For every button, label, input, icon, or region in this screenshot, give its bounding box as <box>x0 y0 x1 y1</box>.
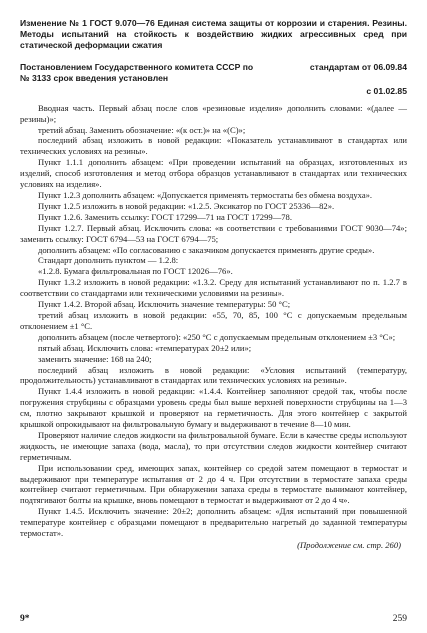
decree-line-2: № 3133 срок введения установлен <box>20 72 169 83</box>
paragraph: Вводная часть. Первый абзац после слов «резиновые изделия» дополнить словами: «(далее — резины)»; <box>20 102 407 124</box>
page-number: 259 <box>392 613 407 624</box>
paragraph: При использовании сред, имеющих запах, контейнер со средой затем помещают в термостат и выдерживают при температуре испытания от 2 до 4 ч. При отсутствии в термостате запаха среды контейнер считают герметичным. При обнаружении запаха среды в термостате вынимают контейнер, подтягивают болты на крышке, вновь помещают в термостат и выдерживают от 2 до 4 ч». <box>20 462 407 506</box>
paragraph: «1.2.8. Бумага фильтровальная по ГОСТ 12026—76». <box>38 266 233 277</box>
paragraph: дополнить абзацем (после четвертого): «250 °С с допускаемым предельным отклонением ±3 °С»; <box>38 331 396 342</box>
paragraph: Пункт 1.2.3 дополнить абзацем: «Допускается применять термостаты без обмена воздуха». <box>38 190 373 201</box>
paragraph: последний абзац изложить в новой редакции: «Показатель устанавливают в стандартах или технических условиях на резины». <box>20 135 407 157</box>
paragraph: Пункт 1.1.1 дополнить абзацем: «При проведении испытаний на образцах, изготовленных из изделий, способ изготовления и метод отбора образцов устанавливают в стандартах или технических условиях на изделия». <box>20 157 407 190</box>
paragraph: третий абзац. Заменить обозначение: «(к ост.)» на «(С)»; <box>38 124 246 135</box>
decree-text: Постановлением Государственного комитета СССР по <box>20 61 254 72</box>
paragraph: Пункт 1.2.5 изложить в новой редакции: «1.2.5. Эксикатор по ГОСТ 25336—82». <box>38 200 335 211</box>
amendment-title: Изменение № 1 ГОСТ 9.070—76 Единая система защиты от коррозии и старения. Резины. Методы испытаний на стойкость к воздействию жидких агрессивных сред при статической деформации сжатия <box>20 18 407 51</box>
continuation-note: (Продолжение см. стр. 260) <box>297 540 401 551</box>
paragraph: Пункт 1.4.5. Исключить значение: 20±2; дополнить абзацем: «Для испытаний при повышенной температуре контейнер с образцами помещают в предварительно нагретый до заданной температуры термостат». <box>20 506 407 539</box>
paragraph: Стандарт дополнить пунктом — 1.2.8: <box>38 255 179 266</box>
paragraph: последний абзац изложить в новой редакции: «Условия испытаний (температуру, продолжительность) устанавливают в стандартах или технических условиях на резины». <box>20 364 407 386</box>
effective-date: с 01.02.85 <box>366 85 407 96</box>
signature-mark: 9* <box>20 613 30 624</box>
paragraph: Пункт 1.2.7. Первый абзац. Исключить слова: «в соответствии с требованиями ГОСТ 9030—74»; заменить ссылку: ГОСТ 6794—53 на ГОСТ 6794—75; <box>20 222 407 244</box>
paragraph: Пункт 1.3.2 изложить в новой редакции: «1.3.2. Среду для испытаний устанавливают по п. 1.2.7 в соответствии со стандартами или техническими условиями на резины». <box>20 277 407 299</box>
paragraph: Проверяют наличие следов жидкости на фильтровальной бумаге. Если в качестве среды используют жидкость, не имеющие запаха (вода, масла), то при отсутствии следов жидкости контейнер считают герметичным. <box>20 429 407 462</box>
paragraph: Пункт 1.4.2. Второй абзац. Исключить значение температуры: 50 °С; <box>38 299 291 310</box>
paragraph: третий абзац изложить в новой редакции: «55, 70, 85, 100 °С с допускаемым предельным отклонением ±1 °С. <box>20 309 407 331</box>
decree-line <box>20 62 407 73</box>
paragraph: заменить значение: 168 на 240; <box>38 353 152 364</box>
paragraph: пятый абзац. Исключить слова: «температурах 20±2 или»; <box>38 342 252 353</box>
paragraph: Пункт 1.2.6. Заменить ссылку: ГОСТ 17299—71 на ГОСТ 17299—78. <box>38 211 293 222</box>
page-footer <box>20 613 407 625</box>
paragraph: дополнить абзацем: «По согласованию с заказчиком допускается применять другие среды». <box>38 244 375 255</box>
decree-date: стандартам от 06.09.84 <box>309 61 407 72</box>
paragraph: Пункт 1.4.4 изложить в новой редакции: «1.4.4. Контейнер заполняют средой так, чтобы после погружения струбцины с образцами уровень среды был выше верхней поверхности струбцины на 1—3 см, плотно закрывают крышкой и проверяют на герметичность. Для этого контейнер с закрытой крышкой опрокидывают на фильтровальную бумагу и выдерживают в течение 8—10 мин. <box>20 386 407 430</box>
amendment-body <box>20 103 407 539</box>
